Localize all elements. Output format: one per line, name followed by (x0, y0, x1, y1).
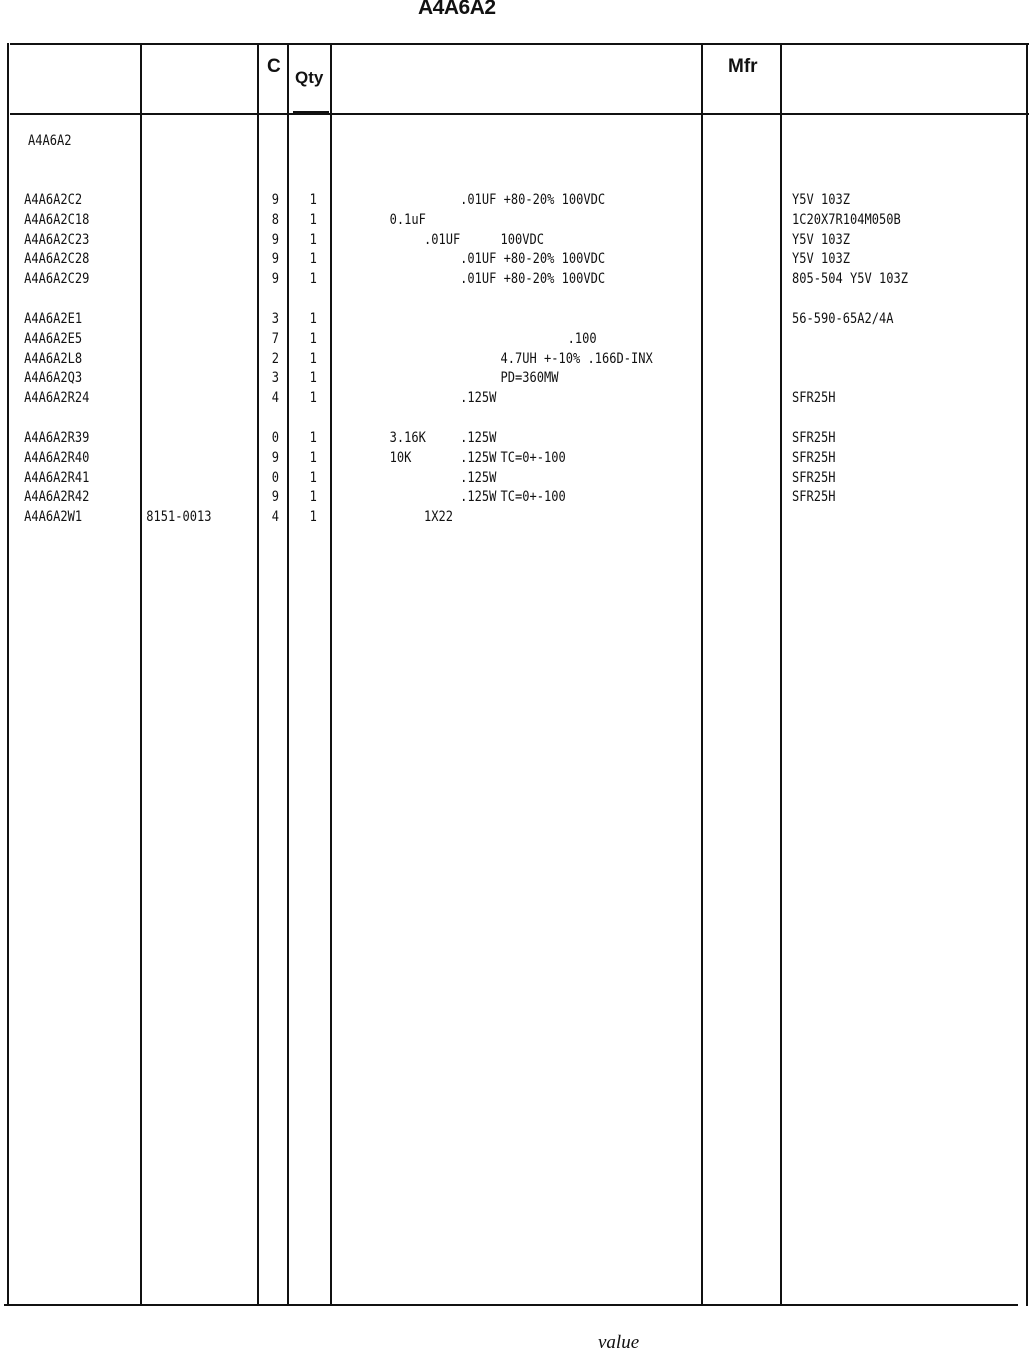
cell-qty: 1 (309, 489, 317, 506)
cell-mfrpn: 56-590-65A2/4A (792, 310, 894, 327)
cell-cd: 8 (271, 211, 280, 228)
cell-mfrpn: SFR25H (792, 449, 836, 466)
table-row (0, 390, 890, 410)
cell-qty: 1 (309, 390, 317, 407)
cell-qty: 1 (309, 192, 317, 208)
cell-mfrpn: Y5V 103Z (792, 192, 851, 208)
cell-qty: 1 (309, 509, 317, 526)
table-row (0, 251, 890, 271)
cell-d3: .125W (460, 469, 497, 486)
parts-list (0, 192, 1035, 529)
cell-qty: 1 (309, 330, 317, 347)
table-row (0, 430, 890, 450)
table-top-border (10, 43, 1029, 45)
cell-d4: 4.7UH +-10% .166D-INX (500, 350, 653, 367)
cell-ref: A4A6A2C18 (24, 211, 90, 228)
table-row (0, 370, 890, 390)
cell-d2: 1X22 (423, 509, 453, 526)
cell-cd: 9 (271, 192, 280, 208)
cell-mfrpn: 1C20X7R104M050B (792, 211, 901, 228)
cell-d4: 100VDC (500, 231, 545, 248)
cell-cd: 3 (271, 370, 280, 387)
table-row (0, 271, 909, 291)
cell-ref: A4A6A2R42 (24, 489, 90, 506)
cell-qty: 1 (309, 271, 317, 288)
cell-mfrpn: SFR25H (792, 390, 836, 407)
header-qty: Qty (295, 68, 324, 87)
cell-d1: 0.1uF (389, 211, 426, 228)
cell-d4: PD=360MW (500, 370, 559, 387)
cell-cd: 9 (271, 251, 280, 268)
header-mfr: Mfr (728, 56, 758, 77)
cell-ref: A4A6A2Q3 (24, 370, 83, 387)
assembly-reference: A4A6A2 (28, 133, 72, 149)
header-bottom-border (10, 113, 1029, 115)
header-cd: C (267, 56, 281, 77)
cell-ref: A4A6A2C28 (24, 251, 90, 268)
cell-d4: TC=0+-100 (500, 489, 566, 506)
cell-ref: A4A6A2R40 (24, 449, 90, 466)
cell-d1: 3.16K (389, 429, 426, 446)
cell-cd: 2 (271, 350, 280, 367)
table-row (0, 351, 890, 371)
cell-d2: .01UF (423, 231, 461, 248)
table-bottom-border (4, 1304, 1018, 1306)
cell-pn: 8151-0013 (146, 509, 212, 526)
cell-qty: 1 (309, 449, 317, 466)
cell-mfrpn: SFR25H (792, 469, 836, 486)
cell-ref: A4A6A2E5 (24, 330, 83, 347)
cell-cd: 4 (271, 509, 280, 526)
cell-cd: 0 (271, 469, 280, 486)
cell-mfrpn: SFR25H (792, 489, 836, 506)
table-row (0, 450, 890, 470)
cell-cd: 9 (271, 489, 280, 506)
cell-d3: .125W (460, 390, 497, 407)
cell-qty: 1 (309, 350, 317, 367)
table-row (0, 211, 901, 232)
cell-qty: 1 (309, 429, 317, 446)
cell-mfrpn: 805-504 Y5V 103Z (792, 271, 909, 288)
cell-cd: 9 (271, 449, 280, 466)
cell-qty: 1 (309, 251, 317, 268)
cell-cd: 7 (271, 330, 280, 347)
cell-d5: .100 (567, 330, 597, 347)
cell-qty: 1 (309, 310, 317, 327)
table-row (0, 470, 890, 490)
cell-qty: 1 (309, 469, 317, 486)
cell-d4: TC=0+-100 (500, 449, 566, 466)
cell-qty: 1 (309, 211, 317, 228)
cell-ref: A4A6A2R41 (24, 469, 90, 486)
cell-qty: 1 (309, 370, 317, 387)
cell-ref: A4A6A2C29 (24, 271, 90, 288)
table-row (0, 489, 890, 509)
cell-ref: A4A6A2W1 (24, 509, 83, 526)
cell-ref: A4A6A2E1 (24, 310, 83, 327)
table-row (0, 331, 890, 351)
cell-d3: .01UF +80-20% 100VDC (460, 251, 606, 268)
cell-cd: 4 (271, 390, 280, 407)
cell-qty: 1 (309, 231, 317, 248)
table-row (0, 310, 894, 331)
cell-d3: .125W (460, 489, 497, 506)
cell-mfrpn: SFR25H (792, 429, 836, 446)
page-title: A4A6A2 (418, 0, 496, 19)
cell-d1: 10K (389, 449, 412, 466)
cell-cd: 3 (271, 310, 280, 327)
footer-note: value (598, 1332, 640, 1353)
table-row (0, 232, 890, 252)
table-row (0, 192, 890, 212)
cell-d3: .125W (460, 449, 497, 466)
cell-mfrpn: Y5V 103Z (792, 231, 851, 248)
cell-ref: A4A6A2C23 (24, 231, 90, 248)
cell-ref: A4A6A2L8 (24, 350, 83, 367)
cell-d3: .125W (460, 429, 497, 446)
cell-cd: 9 (271, 271, 280, 288)
cell-ref: A4A6A2C2 (24, 192, 83, 208)
cell-d3: .01UF +80-20% 100VDC (460, 192, 606, 208)
cell-ref: A4A6A2R24 (24, 390, 90, 407)
cell-cd: 9 (271, 231, 280, 248)
qty-header-underline (293, 111, 329, 113)
cell-ref: A4A6A2R39 (24, 429, 90, 446)
cell-d3: .01UF +80-20% 100VDC (460, 271, 606, 288)
table-row (0, 509, 890, 529)
cell-mfrpn: Y5V 103Z (792, 251, 851, 268)
cell-cd: 0 (271, 429, 280, 446)
